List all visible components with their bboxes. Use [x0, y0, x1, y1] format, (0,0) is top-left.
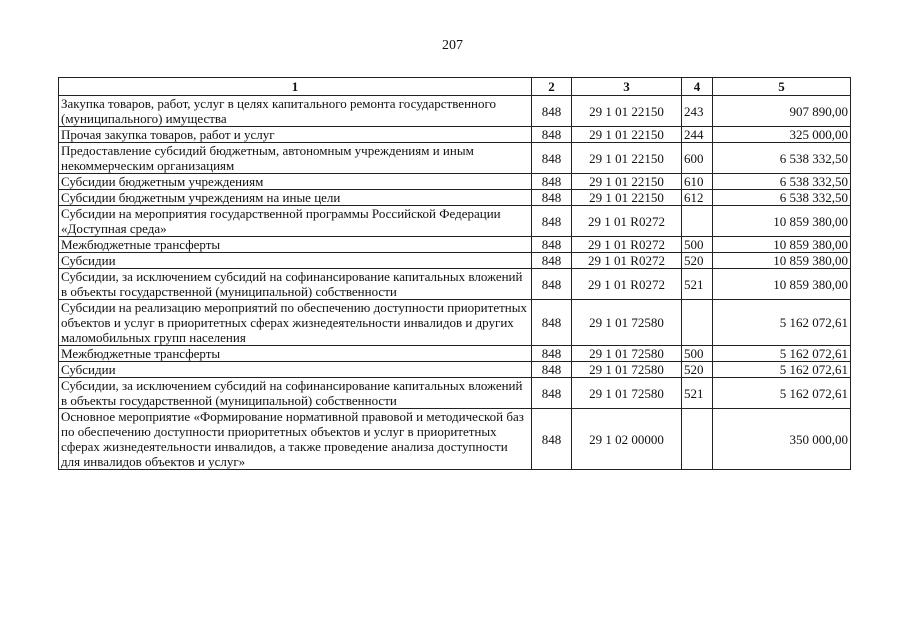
budget-table	[58, 77, 851, 470]
row-name: Межбюджетные трансферты	[59, 237, 532, 253]
row-csr: 29 1 01 22150	[572, 127, 682, 143]
row-name: Прочая закупка товаров, работ и услуг	[59, 127, 532, 143]
row-vr	[682, 300, 713, 346]
row-amount: 10 859 380,00	[713, 237, 851, 253]
row-name: Субсидии	[59, 362, 532, 378]
row-name: Субсидии	[59, 253, 532, 269]
table-row	[59, 96, 851, 127]
table-row	[59, 269, 851, 300]
row-csr: 29 1 01 R0272	[572, 269, 682, 300]
row-name: Основное мероприятие «Формирование нормативной правовой и методической баз по обеспечению доступности приоритетных объектов и услуг в приоритетных сферах жизнедеятельности инвалидов, а также проведение анализа доступности для инвалидов объектов и услуг»	[59, 409, 532, 470]
header-col-1: 1	[59, 78, 532, 96]
row-name: Закупка товаров, работ, услуг в целях капитального ремонта государственного (муниципального) имущества	[59, 96, 532, 127]
table-row	[59, 253, 851, 269]
row-code: 848	[532, 378, 572, 409]
row-vr: 612	[682, 190, 713, 206]
row-vr: 243	[682, 96, 713, 127]
row-csr: 29 1 01 72580	[572, 362, 682, 378]
table-row	[59, 206, 851, 237]
row-amount: 5 162 072,61	[713, 346, 851, 362]
row-vr: 600	[682, 143, 713, 174]
row-amount: 5 162 072,61	[713, 378, 851, 409]
row-code: 848	[532, 346, 572, 362]
row-amount: 6 538 332,50	[713, 143, 851, 174]
row-name: Субсидии бюджетным учреждениям	[59, 174, 532, 190]
row-amount: 5 162 072,61	[713, 362, 851, 378]
row-csr: 29 1 01 R0272	[572, 206, 682, 237]
table-row	[59, 174, 851, 190]
row-code: 848	[532, 206, 572, 237]
row-vr: 500	[682, 346, 713, 362]
row-csr: 29 1 01 22150	[572, 96, 682, 127]
header-col-2: 2	[532, 78, 572, 96]
row-code: 848	[532, 190, 572, 206]
row-name: Межбюджетные трансферты	[59, 346, 532, 362]
row-vr: 521	[682, 378, 713, 409]
row-vr: 520	[682, 253, 713, 269]
row-vr: 521	[682, 269, 713, 300]
row-code: 848	[532, 174, 572, 190]
row-csr: 29 1 01 22150	[572, 190, 682, 206]
table-row	[59, 409, 851, 470]
row-amount: 10 859 380,00	[713, 206, 851, 237]
row-name: Субсидии бюджетным учреждениям на иные цели	[59, 190, 532, 206]
row-amount: 5 162 072,61	[713, 300, 851, 346]
row-amount: 10 859 380,00	[713, 269, 851, 300]
row-amount: 10 859 380,00	[713, 253, 851, 269]
row-code: 848	[532, 269, 572, 300]
table-row	[59, 300, 851, 346]
row-code: 848	[532, 96, 572, 127]
row-code: 848	[532, 300, 572, 346]
row-name: Субсидии на мероприятия государственной программы Российской Федерации «Доступная среда»	[59, 206, 532, 237]
row-csr: 29 1 01 22150	[572, 174, 682, 190]
row-code: 848	[532, 127, 572, 143]
row-vr: 244	[682, 127, 713, 143]
row-name: Субсидии, за исключением субсидий на софинансирование капитальных вложений в объекты государственной (муниципальной) собственности	[59, 378, 532, 409]
row-vr: 520	[682, 362, 713, 378]
table-row	[59, 346, 851, 362]
page-number: 207	[442, 38, 463, 53]
table-row	[59, 378, 851, 409]
header-col-3: 3	[572, 78, 682, 96]
row-csr: 29 1 01 R0272	[572, 237, 682, 253]
row-vr	[682, 409, 713, 470]
row-amount: 907 890,00	[713, 96, 851, 127]
row-vr	[682, 206, 713, 237]
row-name: Субсидии на реализацию мероприятий по обеспечению доступности приоритетных объектов и услуг в приоритетных сферах жизнедеятельности инвалидов и других маломобильных групп населения	[59, 300, 532, 346]
row-csr: 29 1 01 72580	[572, 300, 682, 346]
row-name: Предоставление субсидий бюджетным, автономным учреждениям и иным некоммерческим организациям	[59, 143, 532, 174]
row-code: 848	[532, 237, 572, 253]
row-name: Субсидии, за исключением субсидий на софинансирование капитальных вложений в объекты государственной (муниципальной) собственности	[59, 269, 532, 300]
table-row	[59, 127, 851, 143]
table-row	[59, 362, 851, 378]
row-code: 848	[532, 362, 572, 378]
table-row	[59, 143, 851, 174]
row-code: 848	[532, 253, 572, 269]
table-row	[59, 237, 851, 253]
header-col-4: 4	[682, 78, 713, 96]
table-header-row	[59, 78, 851, 96]
row-code: 848	[532, 409, 572, 470]
row-csr: 29 1 01 72580	[572, 378, 682, 409]
row-vr: 610	[682, 174, 713, 190]
table-row	[59, 190, 851, 206]
row-code: 848	[532, 143, 572, 174]
row-csr: 29 1 01 R0272	[572, 253, 682, 269]
header-col-5: 5	[713, 78, 851, 96]
row-amount: 350 000,00	[713, 409, 851, 470]
row-amount: 325 000,00	[713, 127, 851, 143]
row-vr: 500	[682, 237, 713, 253]
row-csr: 29 1 01 22150	[572, 143, 682, 174]
row-amount: 6 538 332,50	[713, 190, 851, 206]
row-csr: 29 1 01 72580	[572, 346, 682, 362]
row-csr: 29 1 02 00000	[572, 409, 682, 470]
row-amount: 6 538 332,50	[713, 174, 851, 190]
